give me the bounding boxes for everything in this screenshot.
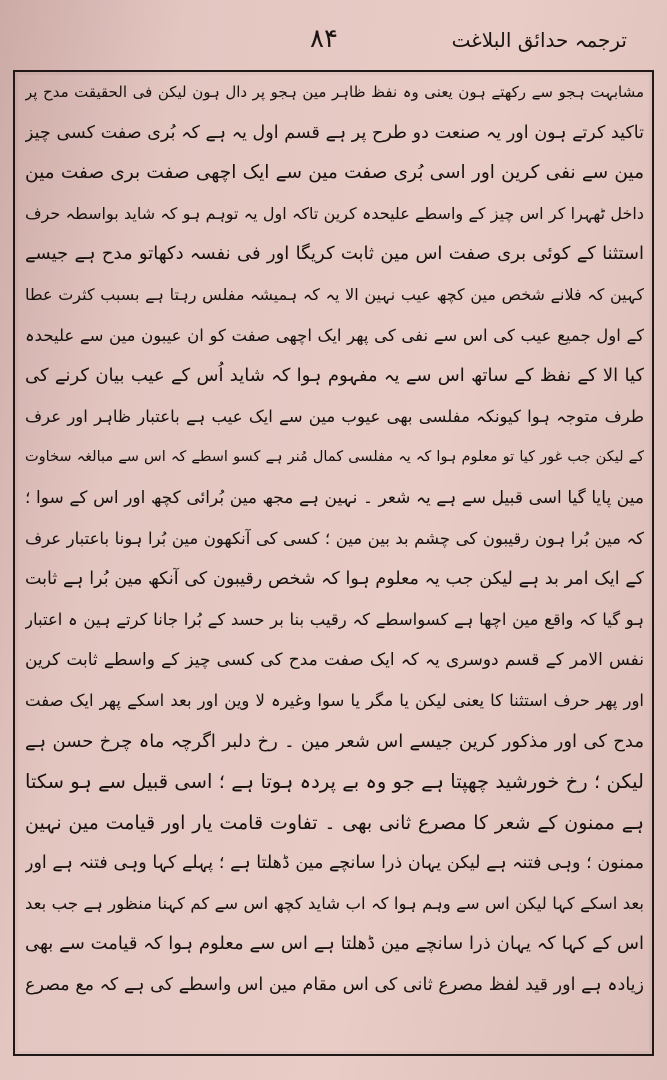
- text-line: ہے ممنون کے شعر کا مصرع ثانی بھی ۔ تفاوت قامت یار اور قیامت مین نہین: [25, 811, 644, 834]
- text-line: استثنا کے کوئی بری صفت اس مین ثابت کریگا اور فی نفسہ دکھاتو مدح ہے جیسے: [25, 243, 644, 265]
- text-line: ہو گیا کہ واقع مین اچھا ہے کسواسطے کہ رقیب بنا بر حسد کے بُرا جانا کرتے ہین ہ اعتبار: [25, 609, 644, 629]
- text-line: مدح کی اور مذکور کرین جیسے اس شعر مین ۔ رخ دلبر اگرچہ ماہ چرخ حسن ہے: [25, 730, 644, 752]
- text-frame: [13, 70, 654, 1056]
- page-header: [40, 22, 627, 62]
- text-line: مین پایا گیا اسی قبیل سے ہے یہ شعر ۔ نہین ہے مجھ مین بُرائی کچھ اور اس کے سوا ؛: [25, 487, 644, 508]
- text-line: کیا الا کے نفظ کے ساتھ اس سے یہ مفہوم ہوا کہ شاید اُس کے عیب بیان کرنے کی: [25, 365, 644, 387]
- text-line: کے لیکن جب غور کیا تو معلوم ہوا کہ یہ مفلسی کمال مُنر ہے کسو اسطے کہ اس سے مبالغہ سخاوت: [25, 449, 644, 466]
- text-line: لیکن ؛ رخ خورشید چھپتا ہے جو وہ بے پردہ ہوتا ہے ؛ اسی قبیل سے ہو سکتا: [25, 770, 644, 794]
- text-line: داخل ٹھہرا کر اس چیز کے واسطے علیحدہ کرین تاکہ اول یہ توہم ہو کہ شاید بواسطہ حرف: [25, 203, 644, 223]
- text-line: مین سے نفی کرین اور اسی بُری صفت مین سے ایک اچھی صفت بری صفت مین: [25, 162, 644, 184]
- page-number: ۸۴: [310, 24, 338, 54]
- text-line: کے ایک امر بد ہے لیکن جب یہ معلوم ہوا کہ شخص رقیبون کی آنکھ مین بُرا ہے ثابت: [25, 569, 644, 590]
- text-line: اس کے کہا کہ یہان ذرا سانچے مین ڈھلتا ہے اس سے معلوم ہوا کہ قیامت سے بھی: [25, 933, 644, 955]
- text-line: طرف متوجہ ہوا کیونکہ مفلسی بھی عیوب مین سے ایک عیب ہے باعتبار ظاہر اور عرف: [25, 406, 644, 426]
- text-line: بعد اسکے کہا لیکن اس سے وہم ہوا کہ اب شاید کچھ اس سے کم کہنا منظور ہے جب بعد: [25, 893, 644, 913]
- text-line: زیادہ ہے اور قید لفظ مصرع ثانی کی اس مقام مین اس واسطے کی ہے کہ مع مصرع: [25, 975, 644, 996]
- text-line: نفس الامر کے قسم دوسری یہ کہ ایک صفت مدح کی کسی چیز کے واسطے ثابت کرین: [25, 650, 644, 671]
- text-line: ممنون ؛ وہی فتنہ ہے لیکن یہان ذرا سانچے مین ڈھلتا ہے ؛ پہلے کہا وہی فتنہ ہے اور: [25, 853, 644, 874]
- text-line: کے اول جمیع عیب کی اس سے نفی کی پھر ایک اچھی صفت کو ان عیبون مین سے علیحدہ: [25, 325, 644, 345]
- text-line: مشابہت ہجو سے رکھتے ہون یعنی وہ نفظ ظاہر مین ہجو پر دال ہون لیکن فی الحقیقت مدح پر: [25, 83, 644, 101]
- text-line: اور پھر حرف استثنا کا یعنی لیکن یا مگر یا سوا وغیرہ لا وین اور بعد اسکے پھر ایک صفت: [25, 690, 644, 710]
- text-line: تاکید کرتے ہون اور یہ صنعت دو طرح پر ہے قسم اول یہ ہے کہ بُری صفت کسی چیز: [25, 122, 644, 143]
- running-title: ترجمہ حدائق البلاغت: [451, 28, 627, 52]
- text-line: کہین کہ فلانے شخص مین کچھ عیب نہین الا یہ کہ ہمیشہ مفلس رہتا ہے بسبب کثرت عطا: [25, 284, 644, 304]
- text-line: کہ مین بُرا ہون رقیبون کی چشم بد بین مین ؛ کسی کی آنکھون مین بُرا ہونا باعتبار عرف: [25, 528, 644, 548]
- body-text: [25, 72, 644, 1054]
